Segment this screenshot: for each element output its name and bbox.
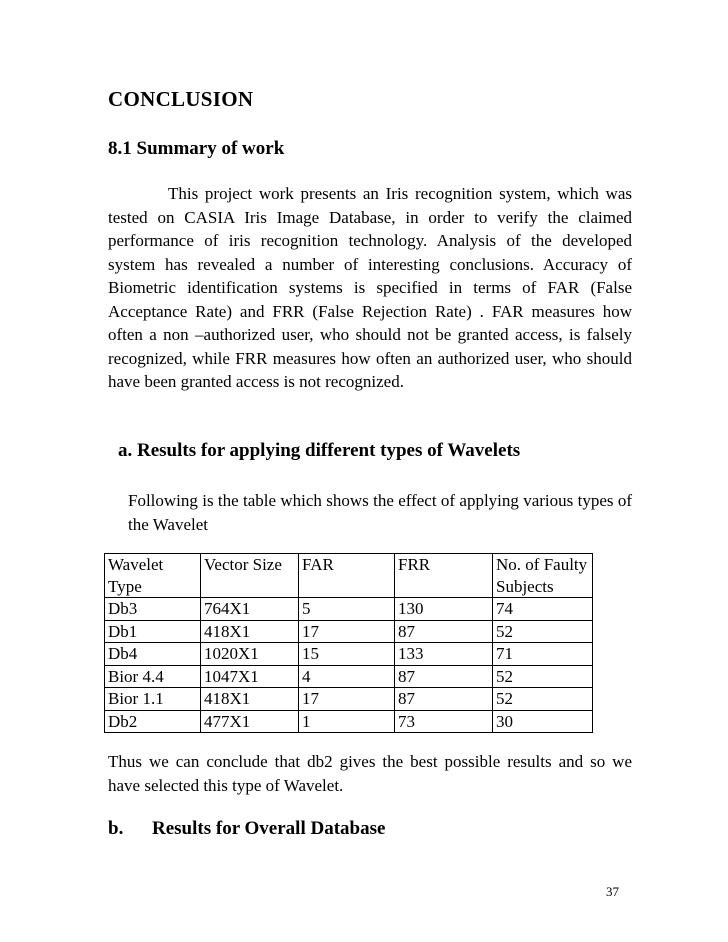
conclusion-paragraph: Thus we can conclude that db2 gives the best possible results and so we have selected this type of Wavelet. <box>108 752 632 795</box>
section-heading-overall-database <box>108 818 385 840</box>
cell-wavelet: Db1 <box>105 620 201 643</box>
header-faulty-subjects: No. of Faulty Subjects <box>493 554 593 598</box>
cell-vector-size: 1047X1 <box>201 665 299 688</box>
cell-wavelet: Db4 <box>105 643 201 666</box>
cell-vector-size: 477X1 <box>201 710 299 733</box>
table-row <box>105 643 593 666</box>
cell-faulty-subjects: 52 <box>493 665 593 688</box>
table-row <box>105 710 593 733</box>
cell-faulty-subjects: 71 <box>493 643 593 666</box>
wavelet-results-table <box>104 553 593 733</box>
cell-faulty-subjects: 52 <box>493 688 593 711</box>
page-number: 37 <box>606 884 619 899</box>
cell-far: 17 <box>299 688 395 711</box>
table-row <box>105 598 593 621</box>
cell-faulty-subjects: 74 <box>493 598 593 621</box>
cell-vector-size: 418X1 <box>201 688 299 711</box>
header-vector-size: Vector Size <box>201 554 299 598</box>
cell-far: 15 <box>299 643 395 666</box>
cell-frr: 130 <box>395 598 493 621</box>
header-far: FAR <box>299 554 395 598</box>
cell-frr: 133 <box>395 643 493 666</box>
header-frr: FRR <box>395 554 493 598</box>
cell-far: 1 <box>299 710 395 733</box>
cell-far: 17 <box>299 620 395 643</box>
cell-faulty-subjects: 52 <box>493 620 593 643</box>
cell-frr: 87 <box>395 620 493 643</box>
table-row <box>105 620 593 643</box>
cell-far: 4 <box>299 665 395 688</box>
cell-far: 5 <box>299 598 395 621</box>
section-heading-summary: 8.1 Summary of work <box>108 138 285 159</box>
cell-wavelet: Bior 1.1 <box>105 688 201 711</box>
header-wavelet-type: Wavelet Type <box>105 554 201 598</box>
cell-frr: 73 <box>395 710 493 733</box>
cell-wavelet: Db2 <box>105 710 201 733</box>
page-title: CONCLUSION <box>108 87 254 111</box>
summary-paragraph: This project work presents an Iris recognition system, which was tested on CASIA Iris Image Database, in order to verify the claimed performance of iris recognition technology. Analysis of the developed system has revealed a number of interesting conclusions. Accuracy of Biometric identification systems is specified in terms of FAR (False Acceptance Rate) and FRR (False Rejection Rate) . FAR measures how often a non –authorized user, who should not be granted access, is falsely recognized, while FRR measures how often an authorized user, who should have been granted access is not recognized. <box>108 184 632 391</box>
section-b-letter: b. <box>108 818 124 839</box>
cell-wavelet: Db3 <box>105 598 201 621</box>
cell-wavelet: Bior 4.4 <box>105 665 201 688</box>
cell-frr: 87 <box>395 665 493 688</box>
cell-faulty-subjects: 30 <box>493 710 593 733</box>
table-header-row <box>105 554 593 598</box>
table-row <box>105 665 593 688</box>
table-row <box>105 688 593 711</box>
section-b-title: Results for Overall Database <box>152 818 386 839</box>
cell-vector-size: 764X1 <box>201 598 299 621</box>
section-heading-wavelets: a. Results for applying different types of Wavelets <box>118 440 521 461</box>
cell-vector-size: 1020X1 <box>201 643 299 666</box>
cell-vector-size: 418X1 <box>201 620 299 643</box>
wavelets-intro-text: Following is the table which shows the effect of applying various types of the Wavelet <box>128 491 632 534</box>
cell-frr: 87 <box>395 688 493 711</box>
